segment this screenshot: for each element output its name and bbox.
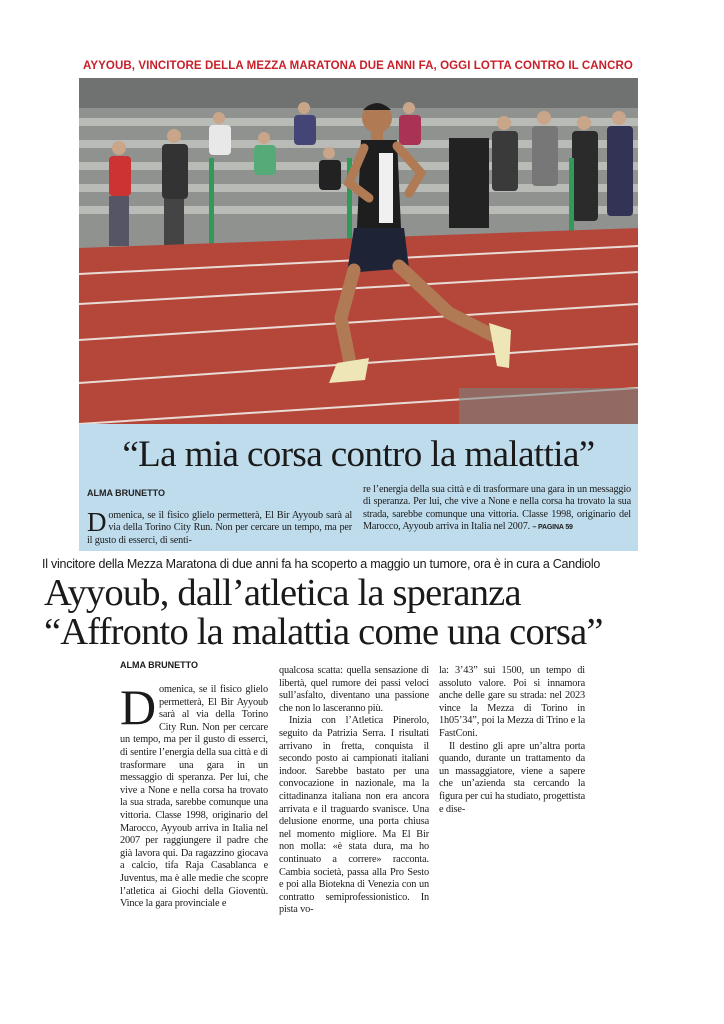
box-col1-text: omenica, se il fisico glielo permetterà, El Bir Ayyoub sarà al via della Torino City Run. Non per cercare un tempo, ma per il gusto di esserci, di senti- [87, 510, 352, 546]
paragraph: qualcosa scatta: quella sensazione di libertà, quel rumore dei passi veloci sull’asfalto, diventano una passione che non lo lasceranno più. [279, 665, 429, 714]
kicker-title: AYYOUB, VINCITORE DELLA MEZZA MARATONA DUE ANNI FA, OGGI LOTTA CONTRO IL CANCRO [83, 60, 633, 72]
headline-line-2: “Affronto la malattia come una corsa” [44, 611, 603, 653]
box-column-1 [87, 507, 352, 547]
article-subtitle: Il vincitore della Mezza Maratona di due anni fa ha scoperto a maggio un tumore, ora è in cura a Candiolo [42, 557, 601, 571]
article-author: ALMA BRUNETTO [120, 660, 198, 670]
col1-p1-text: omenica, se il fisico glielo permetterà, El Bir Ayyoub sarà al via della Torino City Run. Non per cercare un tempo, ma per il gusto di esserci, di sentire l’energia della sua città e di trasformare una gara in un messaggio di speranza. Per lui, che vive a None e nella corsa ha trovato la sua strada, sarebbe comunque una vittoria. Classe 1998, originario del Marocco, Ayyoub arriva in Italia nel 2007 per raggiungere il padre che già lavora qui. Da ragazzino giocava a calcio, tifa Raja Casablanca e Juventus, ma è alle medie che scopre l’atletica ai Giochi della Gioventù. Vince la gara provinciale e [120, 684, 268, 910]
paragraph: la: 3’43” sui 1500, un tempo di assoluto valore. Poi si innamora anche delle gare su strada: nel 2023 vince la Mezza di Torino in 1h05’34”, poi la Mezza di Trino e la FastConi. [439, 665, 585, 739]
runner-photo [79, 78, 638, 424]
article-headline [44, 574, 704, 652]
summary-box [79, 424, 638, 551]
box-column-2 [363, 484, 631, 535]
box-headline: “La mia corsa contro la malattia” [122, 434, 595, 475]
paragraph: Il destino gli apre un’altra porta quando, durante un trattamento da un massaggiatore, viene a sapere che un’azienda sta cercando la figura per cui ha studiato, progettista e dise- [439, 740, 585, 815]
paragraph [120, 679, 268, 911]
box-col2-text: re l’energia della sua città e di trasformare una gara in un messaggio di speranza. Per lui, che vive a None e nella corsa ha trovato la sua strada, sarebbe comunque una vittoria. Classe 1998, originario del Marocco, Ayyoub arriva in Italia nel 2007. [363, 484, 631, 533]
article-column-2 [279, 665, 429, 917]
box-drop-cap: D [87, 507, 107, 537]
article-column-1 [120, 679, 268, 911]
box-author: ALMA BRUNETTO [87, 488, 165, 498]
paragraph: Inizia con l’Atletica Pinerolo, seguito da Patrizia Serra. I risultati arrivano in fretta, conquista il secondo posto ai campionati italiani indoor. Sarebbe bastato per una convocazione in nazionale, ma la cittadinanza italiana non era ancora arrivata e il traguardo svanisce. Una delusione enorme, una porta chiusa nel momento migliore. Ma El Bir non molla: «è stata dura, ma ho continuato a correre» racconta. Cambia società, passa alla Pro Sesto e poi alla Biotekna di Venezia con un contratto semiprofessionistico. In pista vo- [279, 715, 429, 916]
headline-line-1: Ayyoub, dall’atletica la speranza [44, 572, 521, 614]
article-column-3 [439, 665, 585, 816]
drop-cap: D [120, 679, 156, 735]
page-reference: – PAGINA 59 [532, 524, 573, 532]
